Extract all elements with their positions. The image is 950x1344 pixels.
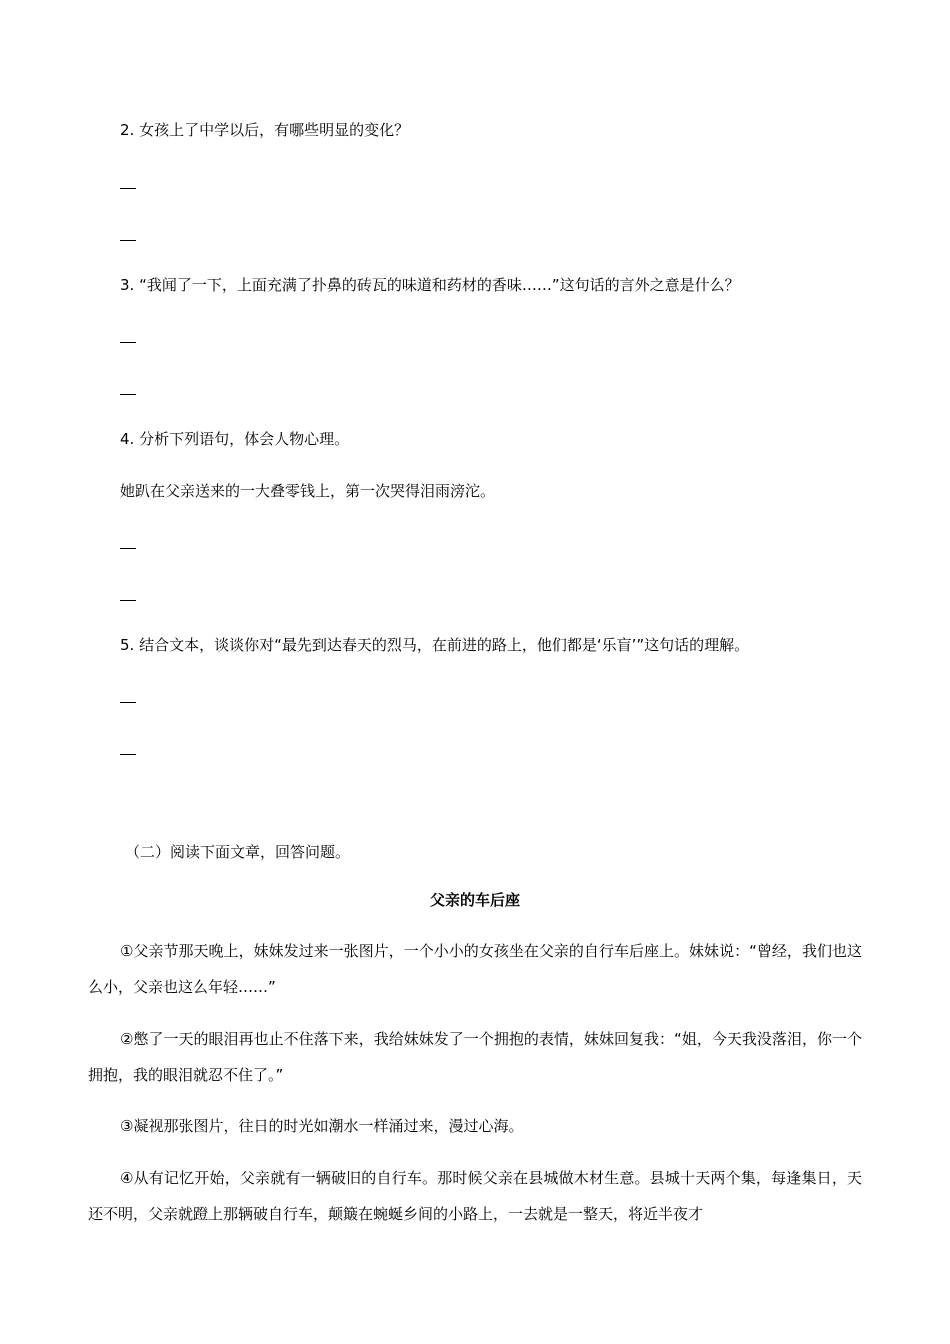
answer-blank (120, 600, 136, 601)
question-3: 3. “我闻了一下，上面充满了扑鼻的砖瓦的味道和药材的香味……”这句话的言外之意是什么？ (120, 276, 740, 294)
article-paragraph: ③凝视那张图片，往日的时光如潮水一样涌过来，漫过心海。 (120, 1117, 524, 1135)
answer-blank (120, 240, 136, 241)
answer-blank (120, 188, 136, 189)
article-paragraph: ①父亲节那天晚上，妹妹发过来一张图片，一个小小的女孩坐在父亲的自行车后座上。妹妹说：“曾经，我们也这么小，父亲也这么年轻……” (88, 942, 862, 996)
article-title: 父亲的车后座 (429, 891, 520, 909)
answer-blank (120, 754, 136, 755)
answer-blank (120, 702, 136, 703)
question-5: 5. 结合文本，谈谈你对“最先到达春天的烈马，在前进的路上，他们都是‘乐盲’”这句话的理解。 (120, 636, 750, 654)
quoted-sentence: 她趴在父亲送来的一大叠零钱上，第一次哭得泪雨滂沱。 (120, 482, 496, 500)
question-4: 4. 分析下列语句，体会人物心理。 (120, 430, 350, 448)
question-2: 2. 女孩上了中学以后，有哪些明显的变化？ (120, 121, 410, 139)
answer-blank (120, 394, 136, 395)
answer-blank (120, 342, 136, 343)
section-heading: （二）阅读下面文章，回答问题。 (125, 843, 351, 861)
article-paragraph: ④从有记忆开始，父亲就有一辆破旧的自行车。那时候父亲在县城做木材生意。县城十天两个集，每逢集日，天还不明，父亲就蹬上那辆破自行车，颠簸在蜿蜒乡间的小路上，一去就是一整天，将近半夜才 (88, 1169, 862, 1223)
article-paragraph: ②憋了一天的眼泪再也止不住落下来，我给妹妹发了一个拥抱的表情，妹妹回复我：“姐，今天我没落泪，你一个拥抱，我的眼泪就忍不住了。” (88, 1030, 862, 1084)
answer-blank (120, 548, 136, 549)
